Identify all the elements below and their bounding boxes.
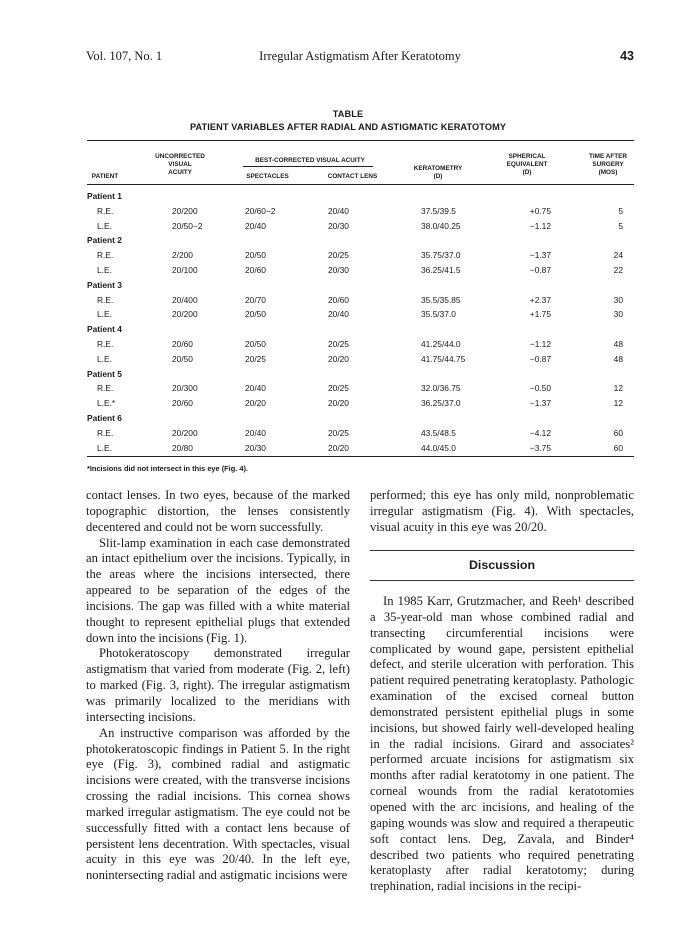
cell-contact-lens: 20/20 xyxy=(328,398,349,409)
table-row xyxy=(87,309,634,324)
cell-time-after: 22 xyxy=(613,265,623,275)
cell-patient: R.E. xyxy=(97,427,114,438)
cell-uncorrected-acuity: 20/80 xyxy=(172,442,193,453)
cell-keratometry: 38.0/40.25 xyxy=(421,220,461,231)
cell-uncorrected-acuity: 20/200 xyxy=(172,205,198,216)
cell-time-after: 12 xyxy=(613,398,623,409)
table-row xyxy=(87,250,634,265)
cell-contact-lens: 20/25 xyxy=(328,427,349,438)
cell-spectacles: 20/50 xyxy=(245,250,266,261)
cell-spectacles: 20/25 xyxy=(245,353,266,364)
paragraph: Slit-lamp examination in each case demonstrated an intact epithelium over the incisions. Typically, in the areas where the incisions intersected, there appeared to be separation of the edges of the incisions. The gap was filled with a white material thought to represent epithelial plugs that extended down into the incisions (Fig. 1). xyxy=(86,535,350,645)
table-label: TABLE xyxy=(332,109,364,119)
cell-patient: L.E. xyxy=(97,353,112,364)
cell-uncorrected-acuity: 2/200 xyxy=(172,250,193,261)
running-title: Irregular Astigmatism After Keratotomy xyxy=(259,49,461,63)
header-best-corrected: BEST-CORRECTED VISUAL ACUITY xyxy=(255,157,365,164)
cell-spectacles: 20/40 xyxy=(245,220,266,231)
header-spectacles: SPECTACLES xyxy=(246,173,289,180)
paragraph: Photokeratoscopy demonstrated irregular astigmatism that varied from moderate (Fig. 2, left) to marked (Fig. 3, right). The irregular astigmatism was primarily localized to the meridians with intersecting incisions. xyxy=(86,646,350,724)
cell-spherical-equivalent: −3.75 xyxy=(529,442,551,453)
cell-keratometry: 37.5/39.5 xyxy=(421,205,456,216)
cell-patient: R.E. xyxy=(97,383,114,394)
cell-contact-lens: 20/30 xyxy=(328,265,349,275)
patient-group-row xyxy=(87,413,634,428)
cell-spherical-equivalent: +0.75 xyxy=(529,205,551,216)
cell-keratometry: 44.0/45.0 xyxy=(421,442,456,453)
cell-patient: L.E. xyxy=(97,309,112,320)
running-header xyxy=(86,49,634,69)
table-title: PATIENT VARIABLES AFTER RADIAL AND ASTIGMATIC KERATOTOMY xyxy=(189,122,507,132)
cell-spherical-equivalent: −1.37 xyxy=(529,398,551,409)
cell-uncorrected-acuity: 20/300 xyxy=(172,383,198,394)
cell-contact-lens: 20/25 xyxy=(328,250,349,261)
cell-uncorrected-acuity: 20/200 xyxy=(172,309,198,320)
cell-contact-lens: 20/60 xyxy=(328,294,349,305)
table-top-rule xyxy=(87,140,634,141)
cell-contact-lens: 20/40 xyxy=(328,309,349,320)
cell-spherical-equivalent: +2.37 xyxy=(529,294,551,305)
table-row xyxy=(87,398,634,413)
left-column xyxy=(86,488,350,884)
cell-time-after: 5 xyxy=(618,205,623,216)
cell-keratometry: 41.75/44.75 xyxy=(421,353,466,364)
cell-spectacles: 20/70 xyxy=(245,294,266,305)
header-contact-lens: CONTACT LENS xyxy=(327,173,378,180)
cell-spherical-equivalent: −0.87 xyxy=(529,353,551,364)
cell-time-after: 60 xyxy=(613,427,623,438)
cell-time-after: 12 xyxy=(613,383,623,394)
cell-patient: Patient 6 xyxy=(87,413,122,423)
patient-group-row xyxy=(87,369,634,384)
page-number: 43 xyxy=(620,49,634,63)
table-row xyxy=(87,221,634,236)
cell-contact-lens: 20/25 xyxy=(328,339,349,349)
right-column-top xyxy=(370,488,634,536)
cell-spherical-equivalent: −1.37 xyxy=(529,250,551,261)
cell-patient: L.E. xyxy=(97,220,112,231)
cell-patient: L.E. xyxy=(97,442,112,453)
paragraph: An instructive comparison was afforded by the photokeratoscopic findings in Patient 5. In the right eye (Fig. 3), combined radial and astigmatic incisions were created, with the transverse incisions crossing the radial incisions. This cornea shows marked irregular astigmatism. The eye could not be successfully fitted with a contact lens because of persistent lens decentration. With spectacles, visual acuity in this eye was 20/40. In the left eye, nonintersecting radial and astigmatic incisions were xyxy=(86,725,350,883)
header-uncorrected: UNCORRECTED VISUAL ACUITY xyxy=(155,153,205,176)
cell-uncorrected-acuity: 20/400 xyxy=(172,294,198,305)
cell-time-after: 30 xyxy=(613,309,623,320)
cell-uncorrected-acuity: 20/60 xyxy=(172,398,193,409)
patient-group-row xyxy=(87,324,634,339)
cell-uncorrected-acuity: 20/50−2 xyxy=(172,220,203,231)
cell-patient: Patient 1 xyxy=(87,191,122,201)
cell-uncorrected-acuity: 20/50 xyxy=(172,353,193,364)
cell-time-after: 48 xyxy=(613,339,623,349)
cell-keratometry: 35.5/37.0 xyxy=(421,309,456,320)
cell-uncorrected-acuity: 20/100 xyxy=(172,265,198,275)
cell-keratometry: 32.0/36.75 xyxy=(421,383,461,394)
cell-keratometry: 35.75/37.0 xyxy=(421,250,461,261)
cell-uncorrected-acuity: 20/200 xyxy=(172,427,198,438)
header-time-after-surgery: TIME AFTER SURGERY (MOS) xyxy=(588,153,628,176)
cell-patient: Patient 5 xyxy=(87,368,122,379)
cell-spectacles: 20/50 xyxy=(245,309,266,320)
cell-contact-lens: 20/20 xyxy=(328,353,349,364)
patient-group-row xyxy=(87,191,634,206)
cell-patient: R.E. xyxy=(97,294,114,305)
cell-patient: R.E. xyxy=(97,250,114,261)
cell-time-after: 24 xyxy=(613,250,623,261)
paragraph: contact lenses. In two eyes, because of the marked topographic distortion, the lenses consistently decentered and could not be worn successfully. xyxy=(86,488,350,534)
cell-patient: R.E. xyxy=(97,205,114,216)
table-row xyxy=(87,428,634,443)
cell-keratometry: 35.5/35.85 xyxy=(421,294,461,305)
cell-time-after: 5 xyxy=(618,220,623,231)
table-row xyxy=(87,339,634,354)
section-rule-bottom xyxy=(370,580,634,581)
cell-patient: L.E. xyxy=(97,265,112,275)
table-row xyxy=(87,354,634,369)
cell-spectacles: 20/60−2 xyxy=(245,205,276,216)
cell-spectacles: 20/60 xyxy=(245,265,266,275)
cell-patient: Patient 3 xyxy=(87,279,122,290)
cell-contact-lens: 20/20 xyxy=(328,442,349,453)
table-header-rule xyxy=(87,184,634,185)
cell-contact-lens: 20/30 xyxy=(328,220,349,231)
section-title: Discussion xyxy=(468,558,536,572)
header-spherical-equivalent: SPHERICAL EQUIVALENT (D) xyxy=(506,153,548,176)
header-patient: PATIENT xyxy=(91,173,119,180)
right-column-body xyxy=(370,594,634,895)
header-keratometry: KERATOMETRY (D) xyxy=(413,165,463,180)
cell-keratometry: 41.25/44.0 xyxy=(421,339,461,349)
journal-volume: Vol. 107, No. 1 xyxy=(86,49,163,63)
cell-spherical-equivalent: −1.12 xyxy=(529,339,551,349)
table-footnote: *Incisions did not intersect in this eye (Fig. 4). xyxy=(87,464,248,473)
patient-group-row xyxy=(87,280,634,295)
cell-spectacles: 20/40 xyxy=(245,427,266,438)
table-row xyxy=(87,206,634,221)
cell-patient: Patient 4 xyxy=(87,324,122,335)
cell-keratometry: 43.5/48.5 xyxy=(421,427,456,438)
cell-uncorrected-acuity: 20/60 xyxy=(172,339,193,349)
cell-spherical-equivalent: −1.12 xyxy=(529,220,551,231)
table-row xyxy=(87,295,634,310)
cell-spherical-equivalent: +1.75 xyxy=(529,309,551,320)
cell-keratometry: 36.25/37.0 xyxy=(421,398,461,409)
paragraph: In 1985 Karr, Grutzmacher, and Reeh¹ described a 35-year-old man whose combined radial and transecting circumferential incisions were complicated by wound gape, persistent epithelial defect, and sterile ulceration with perforation. This patient required penetrating keratoplasty. Pathologic examination of the excised corneal button demonstrated persistent epithelial plugs in some incisions, but showed fairly well-developed healing in the radial incisions. Girard and associates² performed arcuate incisions for astigmatism six months after radial keratotomy in one patient. The corneal wounds from the radial keratotomies opened with the arc incisions, and healing of the gaping wounds was slow and required a therapeutic soft contact lens. Deg, Zavala, and Binder⁴ described two patients who required penetrating keratoplasty after radial keratotomy; during trephination, radial incisions in the recipi- xyxy=(370,594,634,894)
cell-spherical-equivalent: −4.12 xyxy=(529,427,551,438)
table-bottom-rule xyxy=(87,456,634,457)
cell-time-after: 60 xyxy=(613,442,623,453)
cell-spherical-equivalent: −0.50 xyxy=(529,383,551,394)
section-rule-top xyxy=(370,550,634,551)
cell-time-after: 48 xyxy=(613,353,623,364)
cell-time-after: 30 xyxy=(613,294,623,305)
cell-patient: R.E. xyxy=(97,339,114,349)
cell-spectacles: 20/40 xyxy=(245,383,266,394)
header-span-line xyxy=(243,166,373,167)
patient-group-row xyxy=(87,235,634,250)
cell-keratometry: 36.25/41.5 xyxy=(421,265,461,275)
table-row xyxy=(87,265,634,280)
table-row xyxy=(87,383,634,398)
cell-spherical-equivalent: −0.87 xyxy=(529,265,551,275)
paragraph: performed; this eye has only mild, nonproblematic irregular astigmatism (Fig. 4). With spectacles, visual acuity in this eye was 20/20. xyxy=(370,488,634,534)
cell-patient: Patient 2 xyxy=(87,235,122,246)
cell-spectacles: 20/50 xyxy=(245,339,266,349)
cell-spectacles: 20/30 xyxy=(245,442,266,453)
cell-patient: L.E.* xyxy=(97,398,116,409)
cell-contact-lens: 20/25 xyxy=(328,383,349,394)
cell-contact-lens: 20/40 xyxy=(328,205,349,216)
cell-spectacles: 20/20 xyxy=(245,398,266,409)
